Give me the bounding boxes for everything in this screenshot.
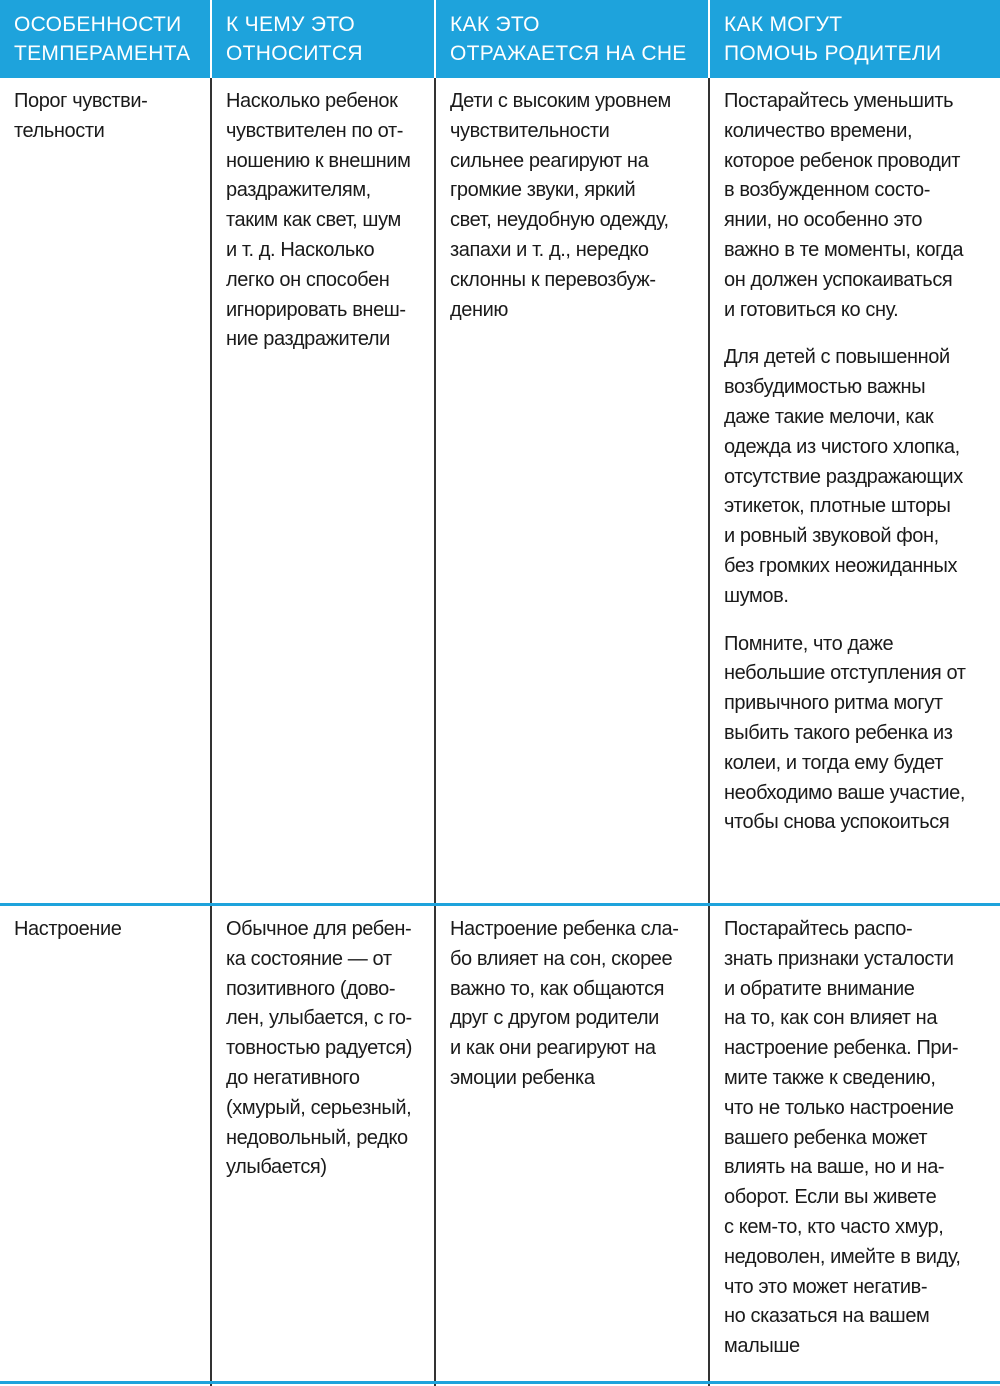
row-1-feature-cell bbox=[0, 87, 210, 147]
row-2-sleep-text: Настроение ребенка сла- бо влияет на сон, скорее важно то, как общаются друг с другом родители и как они реагируют на эмоции ребенка bbox=[450, 918, 679, 1089]
row-2-feature-text: Настроение bbox=[14, 918, 122, 940]
header-cell-meaning: К ЧЕМУ ЭТО ОТНОСИТСЯ bbox=[226, 13, 363, 65]
row-1-sleep-text: Дети с высоким уровнем чувствительности сильнее реагируют на громкие звуки, яркий свет, неудобную одежду, запахи и т. д., нередко склонны к перевозбуж- дению bbox=[450, 90, 671, 321]
row-1-meaning-cell bbox=[212, 87, 434, 355]
row-2-meaning-cell bbox=[212, 915, 434, 1183]
row-2-feature-cell bbox=[0, 915, 210, 945]
row-2-help-cell bbox=[710, 915, 1000, 1362]
row-1-help-paragraph-3: Помните, что даже небольшие отступления от привычного ритма могут выбить такого ребенка из колеи, и тогда ему будет необходимо ваше участие, чтобы снова успокоиться bbox=[724, 632, 966, 834]
header-divider bbox=[210, 0, 212, 78]
row-1-help-paragraph-1: Постарайтесь уменьшить количество времени, которое ребенок проводит в возбужденном состо- янии, но особенно это важно в те моменты, когда он должен успокаиваться и готовиться ко сну. bbox=[724, 90, 964, 321]
header-divider bbox=[434, 0, 436, 78]
row-1-meaning-text: Насколько ребенок чувствителен по от- ношению к внешним раздражителям, таким как свет, шум и т. д. Насколько легко он способен игнорировать внеш- ние раздражители bbox=[226, 90, 411, 351]
row-1-help-paragraph-2: Для детей с повышенной возбудимостью важны даже такие мелочи, как одежда из чистого хлопка, отсутствие раздражающих этикеток, плотные шторы и ровный звуковой фон, без громких неожиданных шумов. bbox=[724, 346, 963, 607]
header-divider bbox=[708, 0, 710, 78]
header-cell-help: КАК МОГУТ ПОМОЧЬ РОДИТЕЛИ bbox=[724, 13, 942, 65]
table-bottom-rule bbox=[0, 1381, 1000, 1384]
row-1-feature-text: Порог чувстви- тельности bbox=[14, 90, 148, 142]
row-2-sleep-cell bbox=[436, 915, 708, 1094]
table-header bbox=[0, 0, 1000, 78]
row-separator bbox=[0, 903, 1000, 906]
header-cell-feature: ОСОБЕННОСТИ ТЕМПЕРАМЕНТА bbox=[14, 13, 191, 65]
header-cell-sleep: КАК ЭТО ОТРАЖАЕТСЯ НА СНЕ bbox=[450, 13, 687, 65]
row-1-help-cell bbox=[710, 87, 1000, 838]
row-1-sleep-cell bbox=[436, 87, 708, 325]
row-2-meaning-text: Обычное для ребен- ка состояние — от позитивного (дово- лен, улыбается, с го- товностью радуется) до негативного (хмурый, серьезный, недовольный, редко улыбается) bbox=[226, 918, 412, 1179]
row-2-help-paragraph-1: Постарайтесь распо- знать признаки усталости и обратите внимание на то, как сон влияет на настроение ребенка. При- мите также к сведению, что не только настроение вашего ребенка может влиять на ваше, но и на- оборот. Если вы живете с кем-то, кто часто хмур, недоволен, имейте в виду, что это может негатив- но сказаться на вашем малыше bbox=[724, 918, 961, 1358]
